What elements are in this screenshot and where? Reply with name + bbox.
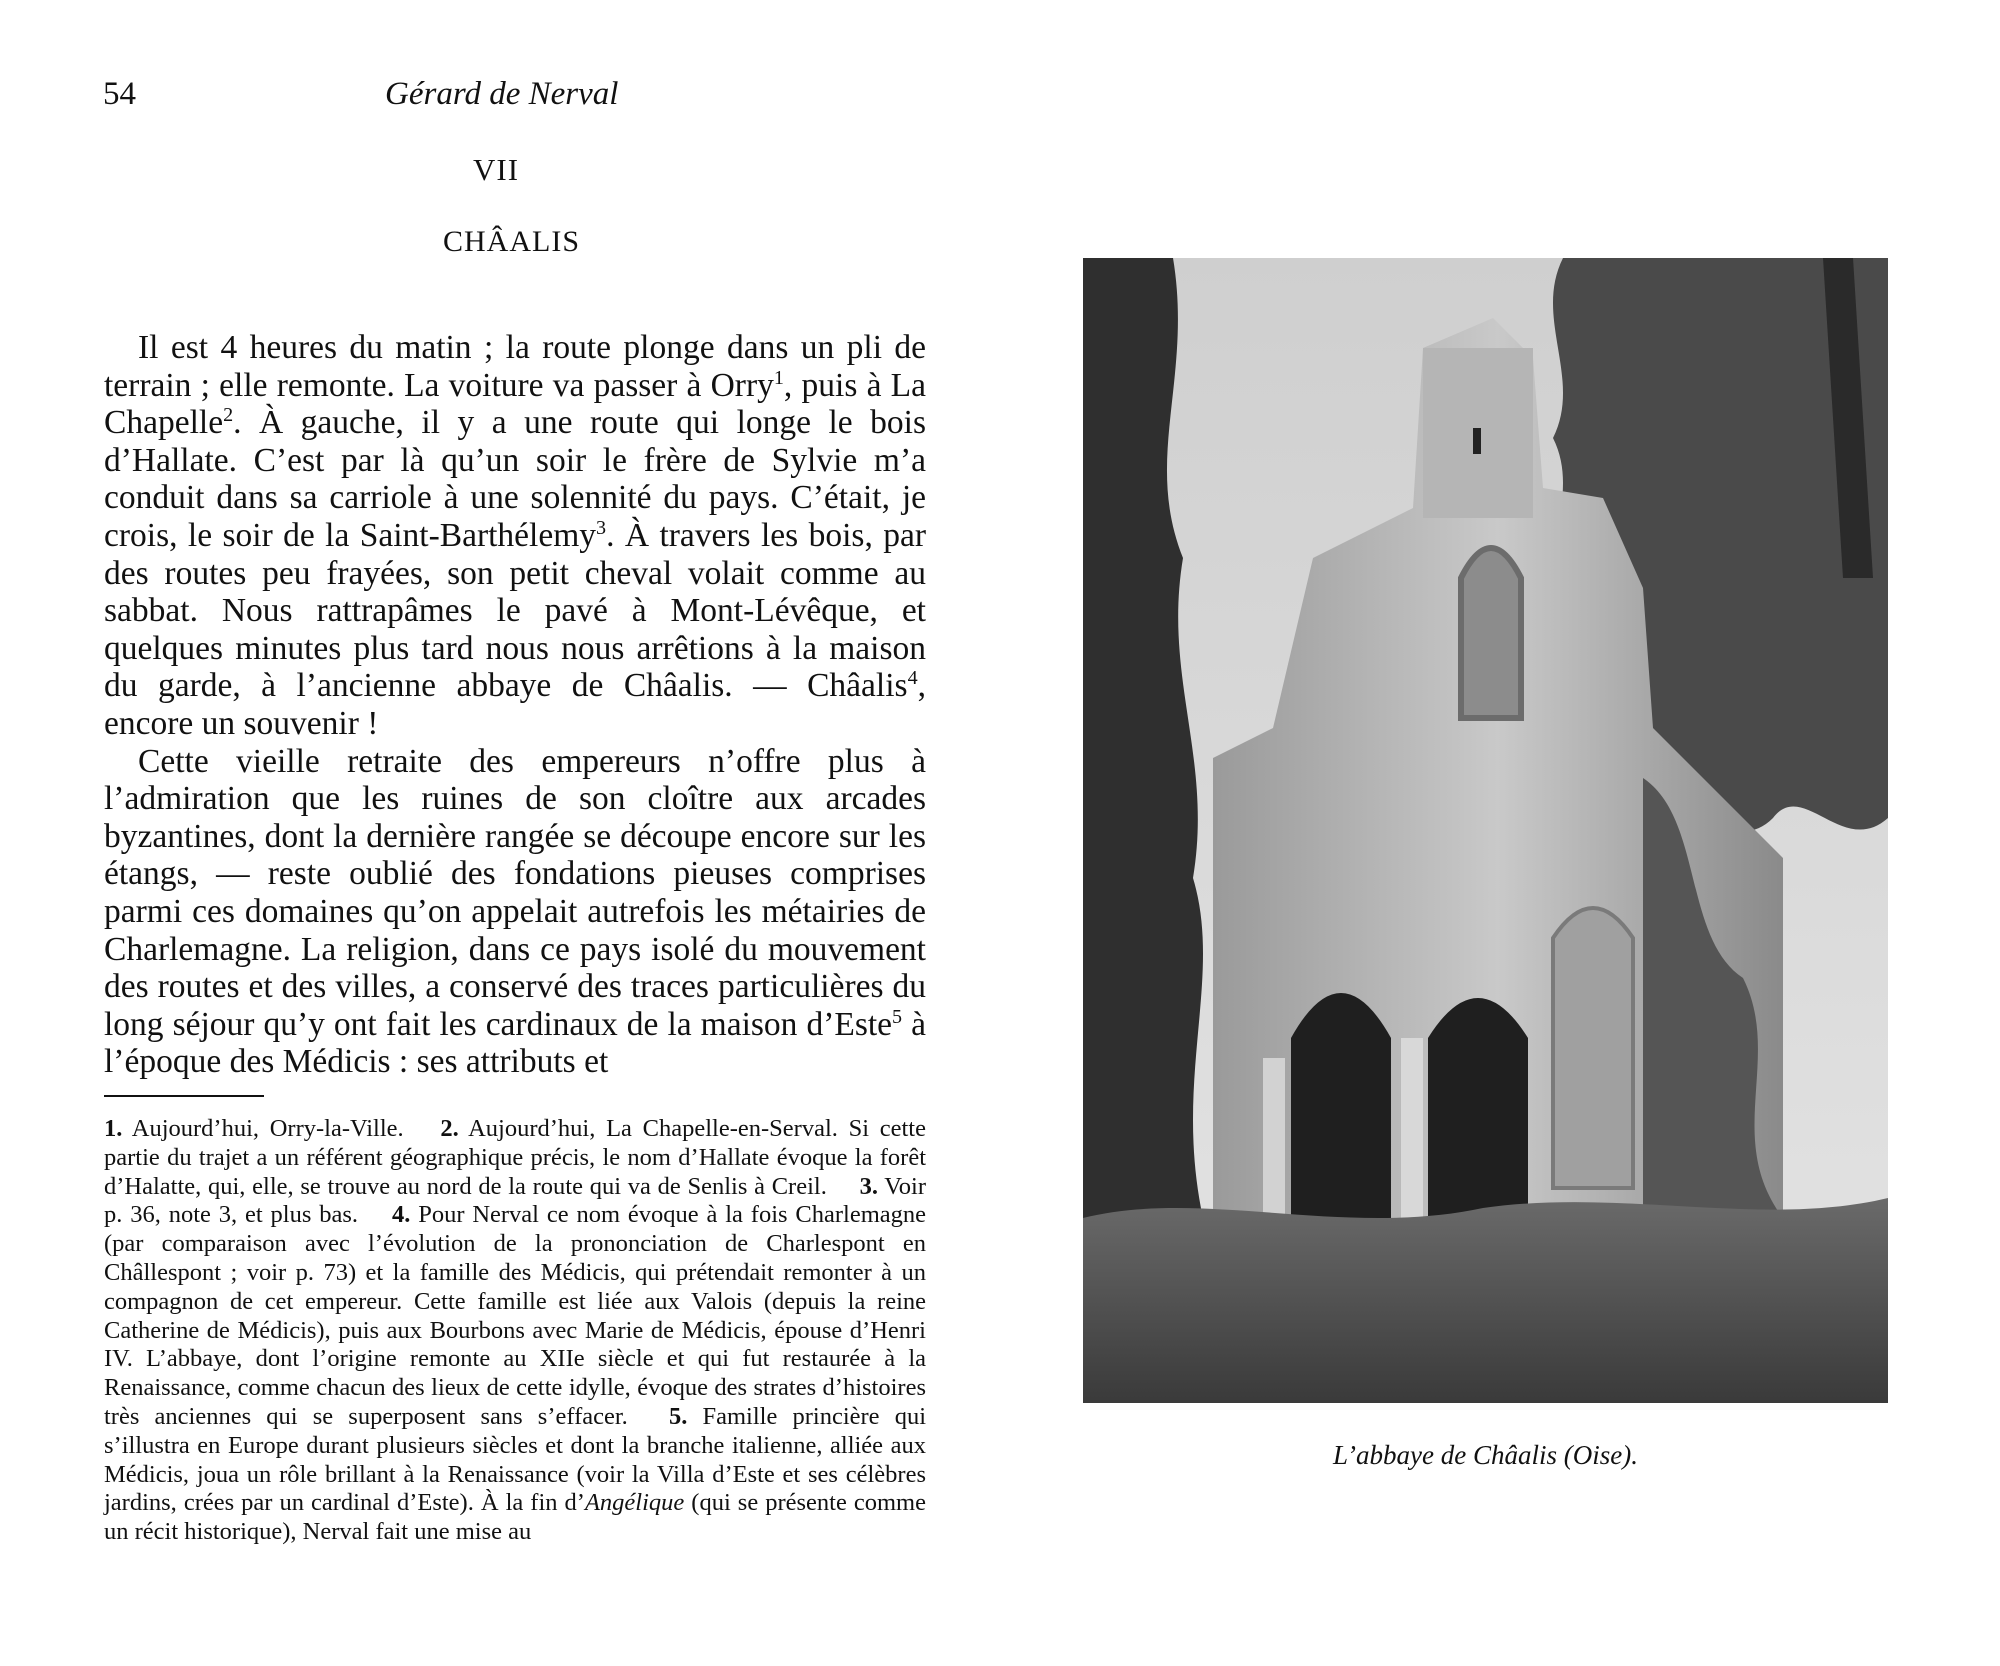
footnote-rule [104,1095,264,1097]
text-run: Famille princière qui s’illustra en Europe durant plusieurs siècles et dont la branche italienne, alliée aux Médicis, joua un rôle brillant à la Renaissance (voir la Villa d’Este et ses célèbres jardins, crées par un cardinal d’Este). À la fin d’ [104,1402,927,1517]
footnote-number-3: 3. [859,1172,878,1200]
upper-window [1461,548,1521,718]
note-ref-1[interactable]: 1 [773,366,784,389]
note-ref-4[interactable]: 4 [907,667,918,690]
tower-slit [1473,428,1481,454]
right-arch [1428,998,1528,1238]
text-run: . À travers les bois, par des routes peu frayées, son petit cheval volait comme au sabbat. Nous rattrapâmes le pavé à Mont-Lévêque, et quelques minutes plus tard nous nous arrêtions à la maison du garde, à l’ancienne abbaye de Châalis. — Châalis [104,516,927,705]
text-run: , encore un souvenir ! [104,667,926,742]
paragraph-1 [104,329,926,743]
footnote-number-4: 4. [391,1201,411,1229]
left-column [1263,1058,1285,1238]
text-run: , puis à La Chapelle [104,366,927,442]
text-run: Cette vieille retraite des empereurs n’offre plus à l’admiration que les ruines de son cloître aux arcades byzantines, dont la dernière rangée se découpe encore sur les étangs, — reste oublié des fondations pieuses comprises parmi ces domaines qu’on appelait autrefois les métairies de Charlemagne. La religion, dans ce pays isolé du mouvement des routes et des villes, a conservé des traces particulières du long séjour qu’y ont fait les cardinaux de la maison d’Este [104,742,926,1043]
note-ref-2[interactable]: 2 [223,404,234,427]
footnote-4: Pour Nerval ce nom évoque à la fois Charlemagne (par comparaison avec l’évolution de la prononciation de Charlespont en Châllespont ; voir p. 73) et la famille des Médicis, qui prétendait remonter à un compagnon de cet empereur. Cette famille est liée aux Valois (depuis la reine Catherine de Médicis), puis aux Bourbons avec Marie de Médicis, épouse d’Henri IV. L’abbaye, dont l’origine remonte au XIIe siècle et qui fut restaurée à la Renaissance, comme chacun des lieux de cette idylle, évoque des strates d’histoires très anciennes qui se superposent sans s’effacer. [104,1201,927,1430]
body-text [104,329,926,1081]
italic-title: Angélique [584,1489,685,1517]
running-head: Gérard de Nerval [385,76,619,112]
page-number: 54 [103,76,136,112]
chapter-number: VII [473,152,520,187]
chapter-title: CHÂALIS [443,225,581,258]
text-run: . À gauche, il y a une route qui longe le bois d’Hallate. C’est par là qu’un soir le frère de Sylvie m’a conduit dans sa carriole à une solennité du pays. C’était, je crois, le soir de la Saint-Barthélemy [104,404,926,554]
footnote-number-2: 2. [440,1115,459,1142]
footnote-1: Aujourd’hui, Orry-la-Ville. [131,1115,404,1142]
note-ref-3[interactable]: 3 [596,516,607,539]
footnotes [104,1115,926,1547]
abbey-illustration [1083,258,1888,1403]
note-ref-5[interactable]: 5 [892,1005,903,1028]
footnote-3: Voir p. 36, note 3, et plus bas. [104,1172,926,1229]
abbey-photograph [1083,258,1888,1403]
blind-arch [1553,908,1633,1188]
left-arch [1291,993,1391,1238]
text-run: Il est 4 heures du matin ; la route plonge dans un pli de terrain ; elle remonte. La voiture va passer à Orry [104,329,926,404]
text-run: à l’époque des Médicis : ses attributs et [104,1005,926,1081]
center-column [1401,1038,1423,1238]
text-run: (qui se présente comme un récit historique), Nerval fait une mise au [104,1489,926,1546]
footnote-2: Aujourd’hui, La Chapelle-en-Serval. Si cette partie du trajet a un référent géographique précis, le nom d’Hallate évoque la forêt d’Halatte, qui, elle, se trouve au nord de la route qui va de Senlis à Creil. [104,1115,926,1200]
footnote-number-5: 5. [668,1402,688,1430]
figure-caption: L’abbaye de Châalis (Oise). [1333,1440,1638,1470]
foreground-grass [1083,1198,1888,1403]
paragraph-2 [104,743,926,1081]
footnote-number-1: 1. [104,1115,123,1142]
